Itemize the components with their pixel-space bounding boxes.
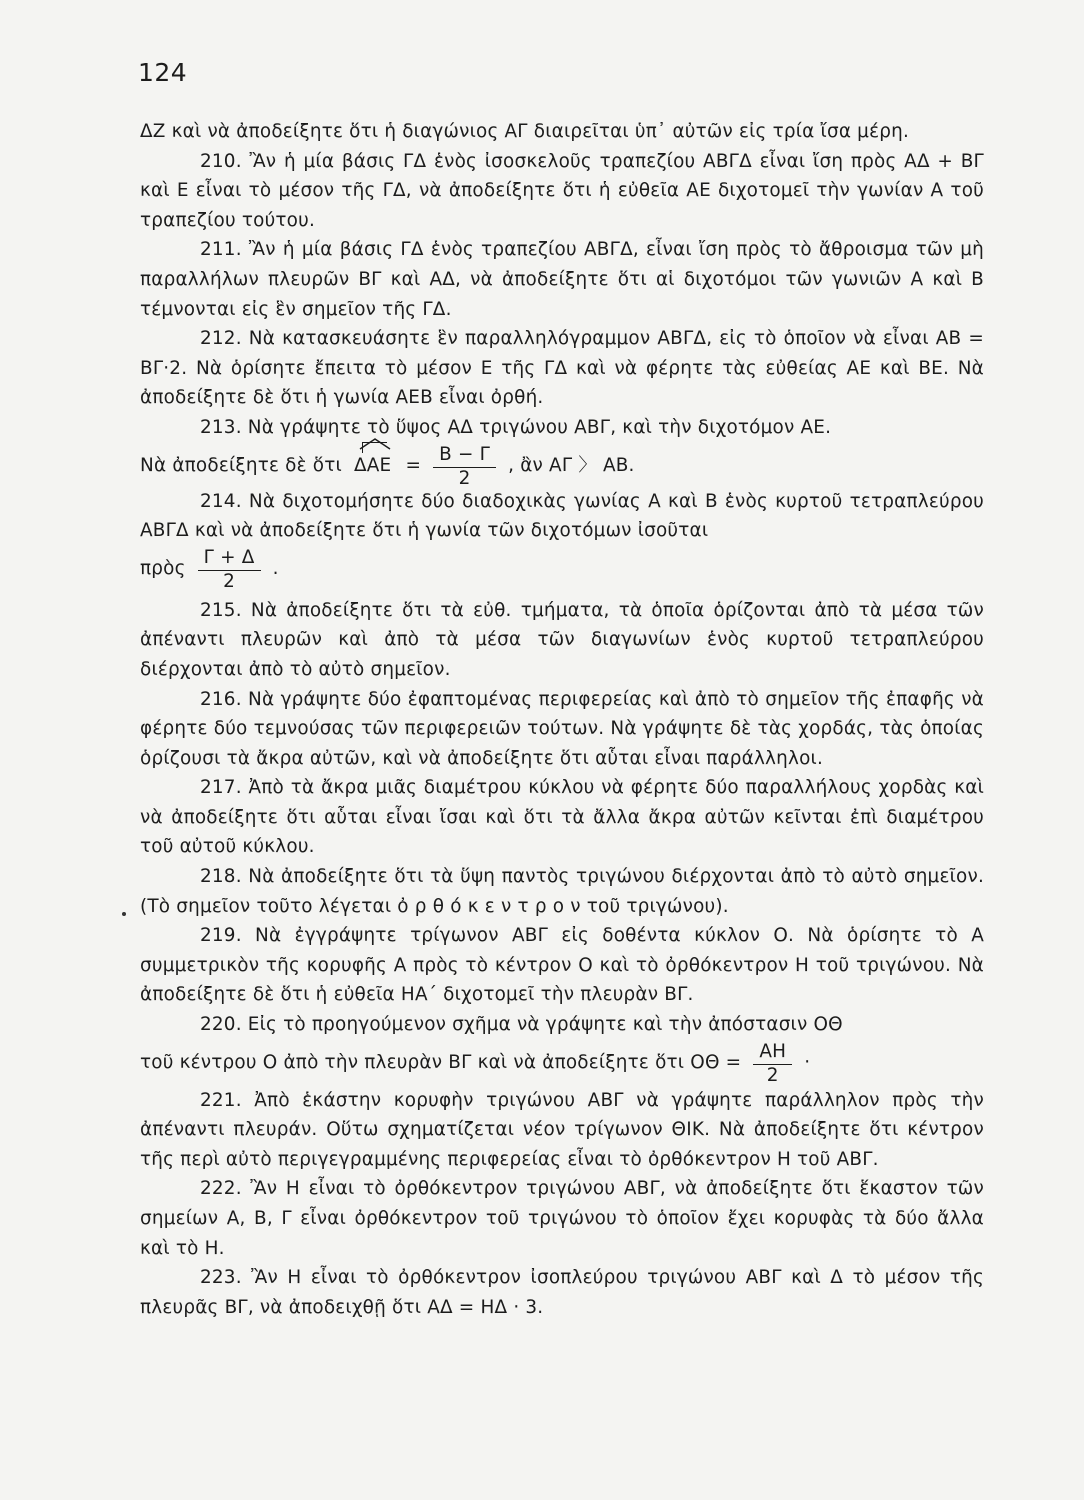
formula-213-angle-label: ΔΑΕ [354, 455, 392, 477]
formula-214-prefix: πρὸς [140, 558, 186, 580]
formula-213-denominator: 2 [458, 467, 471, 489]
exercise-213-formula [140, 443, 984, 487]
formula-214-suffix: . [272, 558, 279, 580]
angle-hat-icon [358, 437, 392, 451]
exercise-213: 213. Νὰ γράψητε τὸ ὕψος ΑΔ τριγώνου ΑΒΓ, καὶ τὴν διχοτόμον ΑΕ. [200, 416, 832, 438]
exercise-214: 214. Νὰ διχοτομήσητε δύο διαδοχικὰς γωνίας Α καὶ Β ἑνὸς κυρτοῦ τετραπλεύρου ΑΒΓΔ καὶ νὰ ἀποδείξητε ὅτι ἡ γωνία τῶν διχοτόμων ἰσοῦται [140, 490, 984, 542]
formula-220-fraction [753, 1040, 792, 1087]
formula-214-numerator: Γ + Δ [198, 546, 261, 571]
formula-220-prefix: τοῦ κέντρου Ο ἀπὸ τὴν πλευρὰν ΒΓ καὶ νὰ ἀποδείξητε ὅτι ΟΘ = [140, 1052, 742, 1074]
formula-213-equals: = [405, 455, 422, 477]
exercise-221: 221. Ἀπὸ ἑκάστην κορυφὴν τριγώνου ΑΒΓ νὰ γράψητε παράλληλον πρὸς τὴν ἀπέναντι πλευράν. Οὕτω σχηματίζεται νέον τρίγωνον ΘΙΚ. Νὰ ἀποδείξητε ὅτι κέντρον τῆς περὶ αὐτὸ περιγεγραμμένης περιφερείας εἶναι τὸ ὀρθόκεντρον Η τοῦ ΑΒΓ. [140, 1089, 984, 1170]
formula-214-fraction [198, 546, 261, 593]
formula-220-suffix: · [804, 1052, 811, 1074]
exercise-219: 219. Νὰ ἐγγράψητε τρίγωνον ΑΒΓ εἰς δοθέντα κύκλον Ο. Νὰ ὁρίσητε τὸ Α συμμετρικὸν τῆς κορυφῆς Α πρὸς τὸ κέντρον Ο καὶ τὸ ὀρθόκεντρον Η τοῦ τριγώνου. Νὰ ἀποδείξητε δὲ ὅτι ἡ εὐθεῖα ΗΑ΄ διχοτομεῖ τὴν πλευρὰν ΒΓ. [140, 925, 984, 1006]
exercise-210: 210. Ἂν ἡ μία βάσις ΓΔ ἑνὸς ἰσοσκελοῦς τραπεζίου ΑΒΓΔ εἶναι ἴση πρὸς ΑΔ + ΒΓ καὶ Ε εἶναι τὸ μέσον τῆς ΓΔ, νὰ ἀποδείξητε ὅτι ἡ εὐθεῖα ΑΕ διχοτομεῖ τὴν γωνίαν Α τοῦ τραπεζίου τούτου. [140, 150, 984, 231]
formula-213-prefix: Νὰ ἀποδείξητε δὲ ὅτι [140, 455, 342, 477]
exercise-211: 211. Ἂν ἡ μία βάσις ΓΔ ἑνὸς τραπεζίου ΑΒΓΔ, εἶναι ἴση πρὸς τὸ ἄθροισμα τῶν μὴ παραλλήλων πλευρῶν ΒΓ καὶ ΑΔ, νὰ ἀποδείξητε ὅτι αἱ διχοτόμοι τῶν γωνιῶν Α καὶ Β τέμνονται εἰς ἓν σημεῖον τῆς ΓΔ. [140, 239, 984, 320]
page-number: 124 [138, 58, 188, 87]
formula-220-numerator: ΑΗ [753, 1040, 792, 1065]
exercise-212: 212. Νὰ κατασκευάσητε ἓν παραλληλόγραμμον ΑΒΓΔ, εἰς τὸ ὁποῖον νὰ εἶναι ΑΒ = ΒΓ·2. Νὰ ὁρίσητε ἔπειτα τὸ μέσον Ε τῆς ΓΔ καὶ νὰ φέρητε τὰς εὐθείας ΑΕ καὶ ΒΕ. Νὰ ἀποδείξητε δὲ ὅτι ἡ γωνία ΑΕΒ εἶναι ὀρθή. [140, 328, 984, 409]
formula-214-denominator: 2 [223, 570, 236, 592]
exercise-215: 215. Νὰ ἀποδείξητε ὅτι τὰ εὐθ. τμήματα, τὰ ὁποῖα ὁρίζονται ἀπὸ τὰ μέσα τῶν ἀπέναντι πλευρῶν καὶ ἀπὸ τὰ μέσα τῶν διαγωνίων ἑνὸς κυρτοῦ τετραπλεύρου διέρχονται ἀπὸ τὸ αὐτὸ σημεῖον. [140, 599, 984, 680]
formula-213-numerator: Β − Γ [433, 443, 496, 468]
exercise-text [140, 117, 984, 1322]
exercise-223: 223. Ἂν Η εἶναι τὸ ὀρθόκεντρον ἰσοπλεύρου τριγώνου ΑΒΓ καὶ Δ τὸ μέσον τῆς πλευρᾶς ΒΓ, νὰ ἀποδειχθῇ ὅτι ΑΔ = ΗΔ · 3. [140, 1267, 984, 1318]
margin-mark [122, 912, 126, 916]
exercise-214-formula [140, 546, 984, 596]
formula-213-angle [354, 451, 391, 481]
exercise-217: 217. Ἀπὸ τὰ ἄκρα μιᾶς διαμέτρου κύκλου νὰ φέρητε δύο παραλλήλους χορδὰς καὶ νὰ ἀποδείξητε ὅτι αὗται εἶναι ἴσαι καὶ ὅτι τὰ ἄλλα ἄκρα αὐτῶν κεῖνται ἐπὶ διαμέτρου τοῦ αὐτοῦ κύκλου. [140, 777, 984, 858]
exercise-222: 222. Ἂν Η εἶναι τὸ ὀρθόκεντρον τριγώνου ΑΒΓ, νὰ ἀποδείξητε ὅτι ἕκαστον τῶν σημείων Α, Β, Γ εἶναι ὀρθόκεντρον τοῦ τριγώνου τὸ ὁποῖον ἔχει κορυφὰς τὰ δύο ἄλλα καὶ τὸ Η. [140, 1178, 984, 1259]
formula-220-denominator: 2 [766, 1064, 779, 1086]
exercise-220: 220. Εἰς τὸ προηγούμενον σχῆμα νὰ γράψητε καὶ τὴν ἀπόστασιν ΟΘ [200, 1014, 843, 1036]
paragraph-intro: ΔΖ καὶ νὰ ἀποδείξητε ὅτι ἡ διαγώνιος ΑΓ διαιρεῖται ὑπ᾽ αὐτῶν εἰς τρία ἴσα μέρη. [140, 121, 909, 142]
exercise-216: 216. Νὰ γράψητε δύο ἐφαπτομένας περιφερείας καὶ ἀπὸ τὸ σημεῖον τῆς ἐπαφῆς νὰ φέρητε δύο τεμνούσας τῶν περιφερειῶν τούτων. Νὰ γράψητε δὲ τὰς χορδάς, τὰς ὁποίας ὁρίζουσι τὰ ἄκρα αὐτῶν, καὶ νὰ ἀποδείξητε ὅτι αὗται εἶναι παράλληλοι. [140, 688, 984, 769]
exercise-220-formula [140, 1040, 984, 1086]
formula-213-suffix: , ἂν ΑΓ 〉 ΑΒ. [508, 455, 635, 477]
exercise-218: 218. Νὰ ἀποδείξητε ὅτι τὰ ὕψη παντὸς τριγώνου διέρχονται ἀπὸ τὸ αὐτὸ σημεῖον. (Τὸ σημεῖον τοῦτο λέγεται ὀ ρ θ ό κ ε ν τ ρ ο ν τοῦ τριγώνου). [140, 866, 984, 917]
formula-213-fraction [433, 443, 496, 490]
